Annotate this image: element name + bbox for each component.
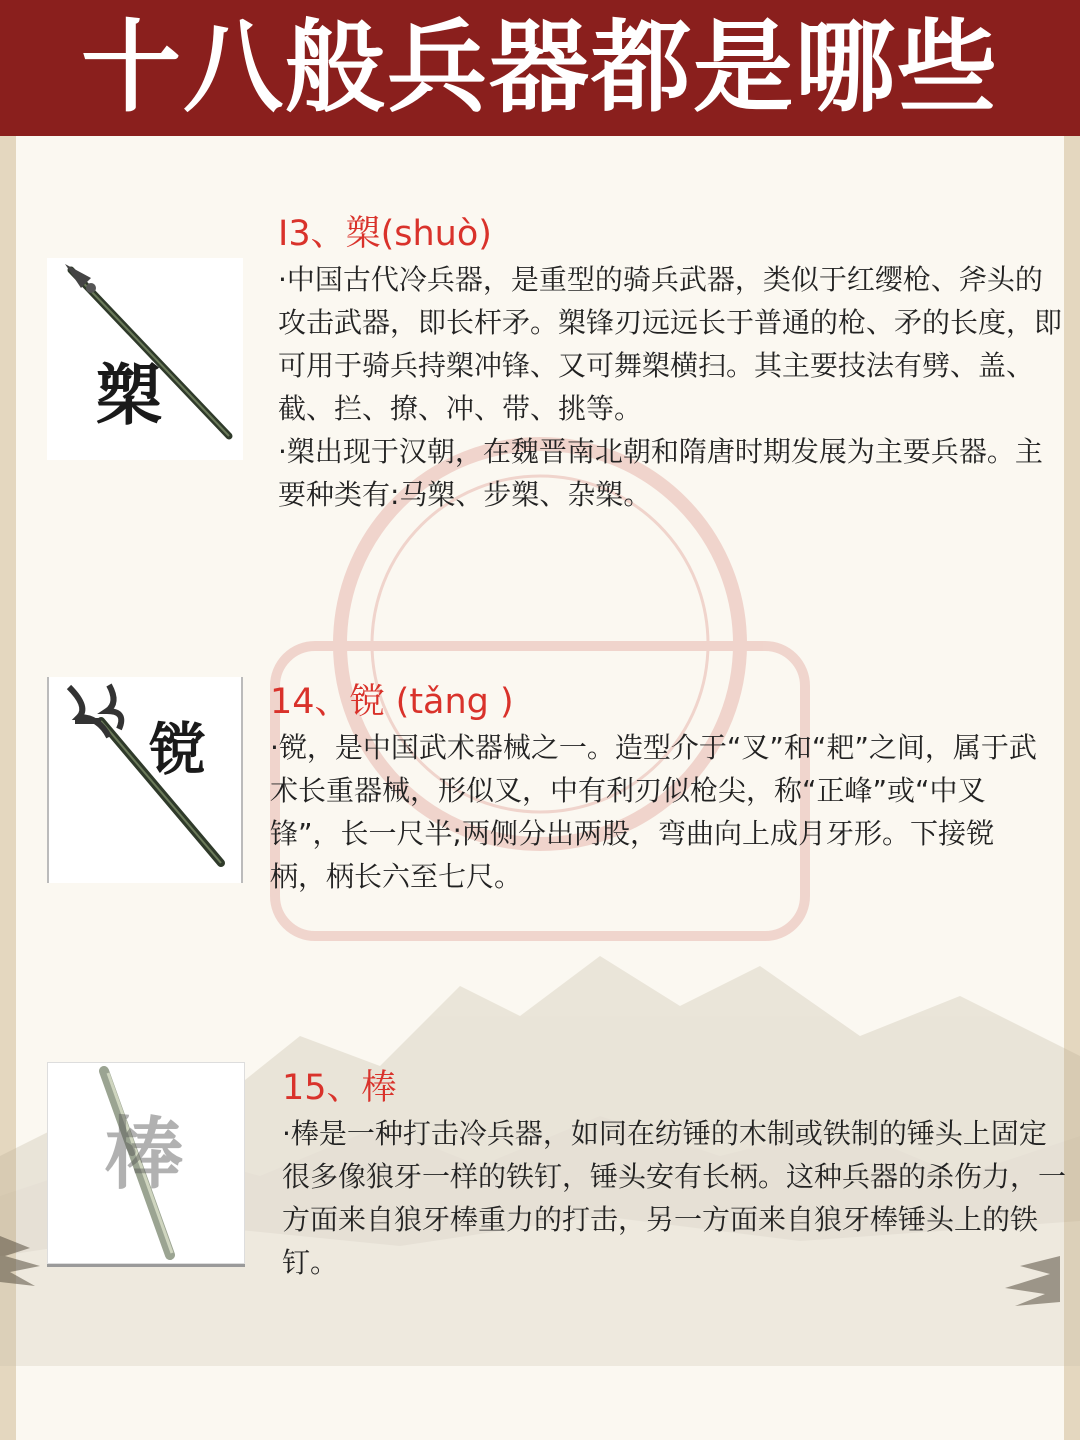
entry-paragraph: ·中国古代冷兵器，是重型的骑兵武器，类似于红缨枪、斧头的攻击武器，即长杆矛。槊锋刃远远长于普通的枪、矛的长度，即可用于骑兵持槊冲锋、又可舞槊横扫。其主要技法有劈、盖、截、拦、撩、冲、带、挑等。 — [278, 263, 1063, 425]
entry-shuo — [278, 212, 1068, 516]
entry-paragraph: ·棒是一种打击冷兵器，如同在纺锤的木制或铁制的锤头上固定很多像狼牙一样的铁钉，锤头安有长柄。这种兵器的杀伤力，一方面来自狼牙棒重力的打击，另一方面来自狼牙棒锤头上的铁钉。 — [282, 1117, 1067, 1279]
club-weapon-image — [47, 1062, 245, 1264]
entry-title: 14、镋 (tǎng ) — [270, 682, 514, 722]
page-title: 十八般兵器都是哪些 — [81, 9, 999, 126]
entry-title: I3、槊(shuò) — [278, 214, 492, 254]
tang-weapon-image — [47, 677, 243, 883]
shuo-glyph: 槊 — [96, 356, 162, 434]
entry-club — [282, 1066, 1067, 1284]
entry-paragraph: ·槊出现于汉朝，在魏晋南北朝和隋唐时期发展为主要兵器。主要种类有:马槊、步槊、杂槊。 — [278, 435, 1043, 511]
entry-tang — [270, 680, 1040, 898]
club-glyph: 棒 — [104, 1109, 184, 1200]
entry-title: 15、棒 — [282, 1068, 397, 1108]
entry-paragraph: ·镋，是中国武术器械之一。造型介于“叉”和“耙”之间，属于武术长重器械，形似叉，中有利刃似枪尖，称“正峰”或“中叉锋”，长一尺半;两侧分出两股，弯曲向上成月牙形。下接镋柄，柄长六至七尺。 — [270, 731, 1037, 893]
shuo-weapon-image — [47, 258, 243, 460]
tang-glyph: 镋 — [149, 717, 205, 783]
title-banner — [0, 0, 1080, 136]
